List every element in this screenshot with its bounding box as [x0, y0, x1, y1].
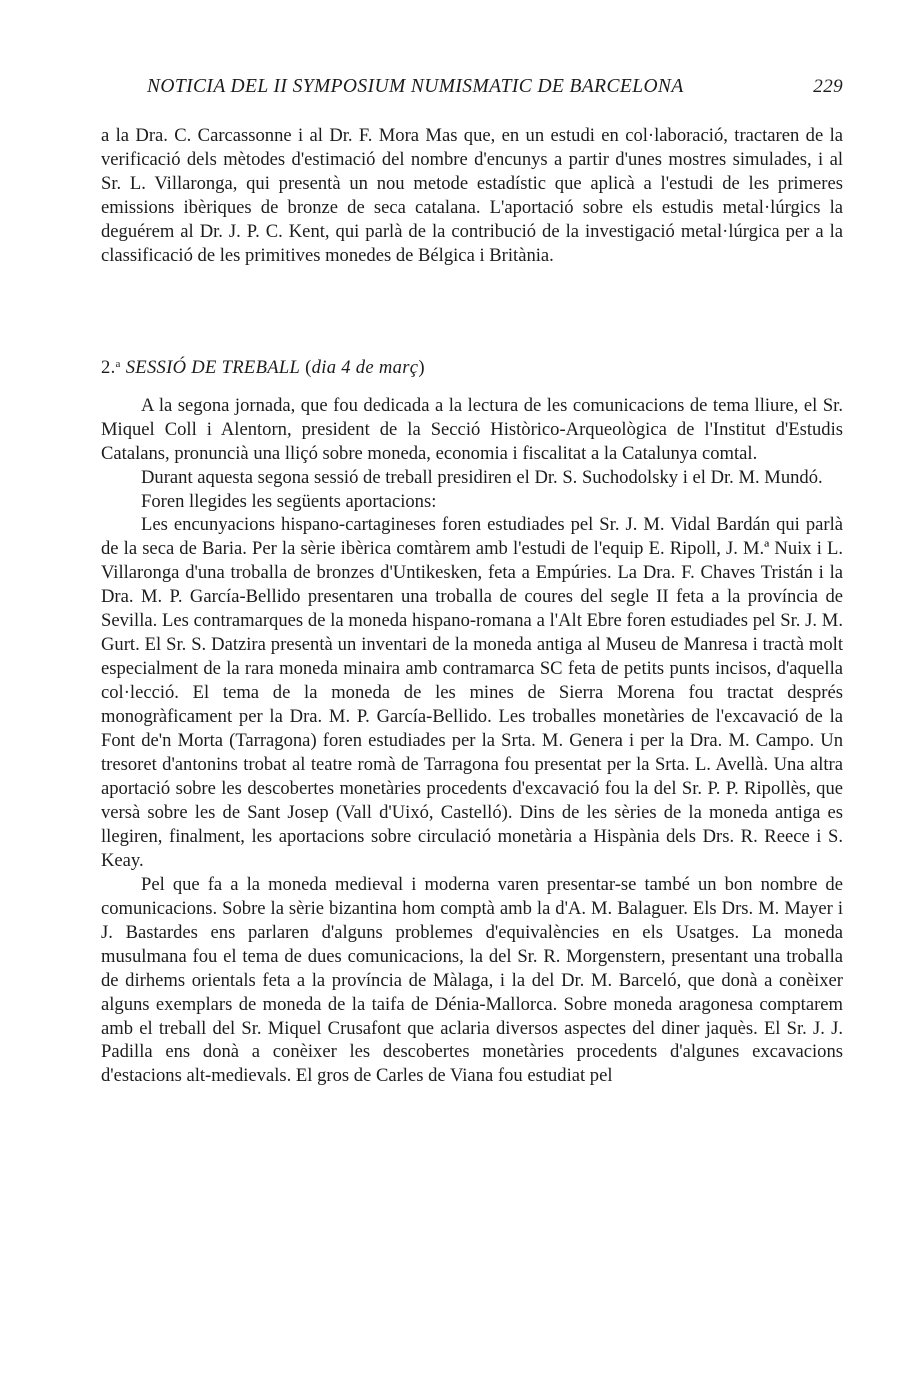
section-heading: 2.$^a$ SESSIÓ DE TREBALL (dia 4 de març) — [101, 356, 425, 378]
section-paragraph-2: Durant aquesta segona sessió de treball presidiren el Dr. S. Suchodolsky i el Dr. M. Mundó. — [141, 466, 823, 488]
section-paragraph-5: Pel que fa a la moneda medieval i moderna varen presentar-se també un bon nombre de comunicacions. Sobre la sèrie bizantina hom comptà amb la d'A. M. Balaguer. Els Drs. M. Mayer i J. Bastardes ens parlaren d'alguns problemes d'equivalències en els Usatges. La moneda musulmana fou el tema de dues comunicacions, la del Sr. R. Morgenstern, presentant una troballa de dirhems orientals feta a la província de Màlaga, i la del Dr. M. Barceló, que donà a conèixer alguns exemplars de moneda de la taifa de Dénia-Mallorca. Sobre moneda aragonesa comptarem amb el treball del Sr. Miquel Crusafont que aclaria diversos aspectes del diner jaquès. El Sr. J. J. Padilla ens donà a conèixer les descobertes monetàries procedents d'algunes excavacions d'estacions alt-medievals. El gros de Carles de Viana fou estudiat pel — [101, 873, 843, 1087]
body-text — [101, 124, 843, 1088]
section-date: dia 4 de març — [311, 356, 419, 378]
section-paragraph-3: Foren llegides les següents aportacions: — [141, 490, 437, 512]
page-number: 229 — [813, 76, 843, 97]
section-title: SESSIÓ DE TREBALL — [125, 356, 301, 378]
section-ordinal-mark: a — [115, 357, 121, 370]
intro-paragraph: a la Dra. C. Carcassonne i al Dr. F. Mora Mas que, en un estudi en col·laboració, tractaren de la verificació dels mètodes d'estimació del nombre d'encunys a partir d'unes mostres simulades, i al Sr. L. Villaronga, qui presentà un nou metode estadístic que aplicà a l'estudi de les primeres emissions ibèriques de bronze de seca catalana. L'aportació sobre els estudis metal·lúrgics la deguérem al Dr. J. P. C. Kent, qui parlà de la contribució de la investigació metal·lúrgica per a la classificació de les primitives monedes de Bélgica i Britània. — [101, 125, 843, 266]
section-paragraph-4: Les encunyacions hispano-cartagineses foren estudiades pel Sr. J. M. Vidal Bardán qui parlà de la seca de Baria. Per la sèrie ibèrica comtàrem amb l'estudi de l'equip E. Ripoll, J. M.ª Nuix i L. Villaronga d'una troballa de bronzes d'Untikesken, feta a Empúries. La Dra. F. Chaves Tristán i la Dra. M. P. García-Bellido presentaren una troballa de coures del segle II feta a la província de Sevilla. Les contramarques de la moneda hispano-romana a l'Alt Ebre foren estudiades pel Sr. J. M. Gurt. El Sr. S. Datzira presentà un inventari de la moneda antiga al Museu de Manresa i tractà molt especialment de la rara moneda minaira amb contramarca SC feta de petits punts incisos, d'aquella col·lecció. El tema de la moneda de les mines de Sierra Morena fou tractat després monogràficament per la Dra. M. P. García-Bellido. Les troballes monetàries de l'excavació de la Font de'n Morta (Tarragona) foren estudiades per la Srta. M. Genera i per la Dra. M. Campo. Un tresoret d'antonins trobat al teatre romà de Tarragona fou presentat per la Srta. L. Avellà. Una altra aportació sobre les descobertes monetàries procedents d'excavació fou la del Sr. P. P. Ripollès, que versà sobre les de Sant Josep (Vall d'Uixó, Castelló). Dins de les sèries de la moneda antiga es llegiren, finalment, les aportacions sobre circulació monetària a Hispània dels Drs. R. Reece i S. Keay. — [101, 514, 843, 871]
document-page — [101, 76, 843, 1088]
section-number: 2. — [101, 356, 116, 378]
section-paragraph-1: A la segona jornada, que fou dedicada a la lectura de les comunicacions de tema lliure, el Sr. Miquel Coll i Alentorn, president de la Secció Històrico-Arqueològica de l'Institut d'Estudis Catalans, pronuncià una lliçó sobre moneda, economia i fiscalitat a la Catalunya comtal. — [101, 394, 843, 464]
running-header — [147, 76, 843, 104]
running-title: NOTICIA DEL II SYMPOSIUM NUMISMATIC DE BARCELONA — [147, 76, 684, 97]
